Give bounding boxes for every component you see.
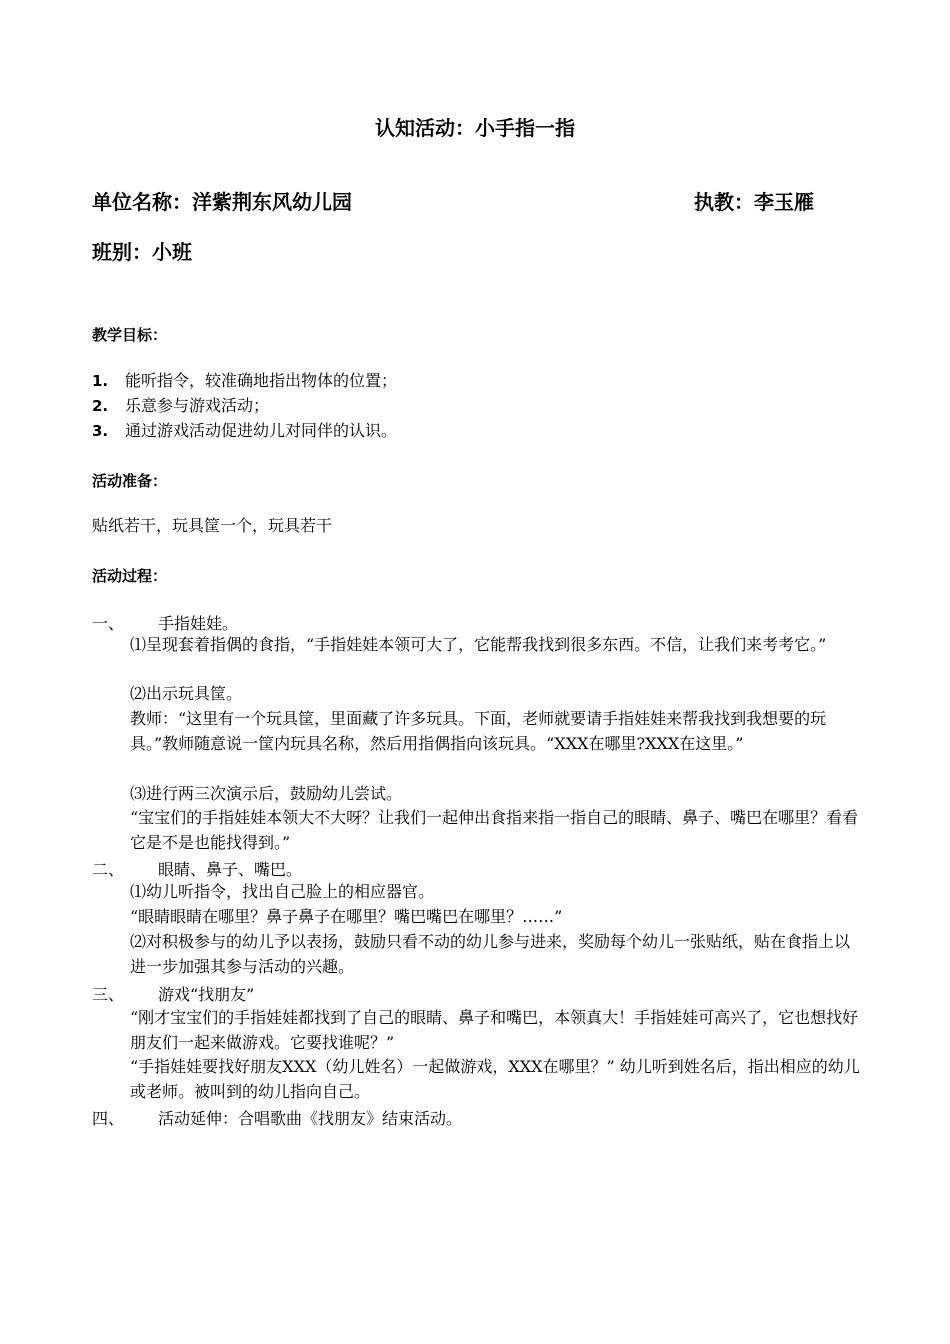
section-paragraph: ⑴幼儿听指令，找出自己脸上的相应器官。 [130,882,435,901]
goals-heading: 教学目标： [92,326,168,344]
section-paragraph: “宝宝们的手指娃娃本领大不大呀？让我们一起伸出食指来指一指自己的眼睛、鼻子、嘴巴在哪里？看看它是不是也能找得到。” [130,808,859,852]
goal-number: 2. [92,397,109,415]
section-paragraph: ⑵对积极参与的幼儿予以表扬，鼓励只看不动的幼儿参与进来，奖励每个幼儿一张贴纸，贴在食指上以进一步加强其参与活动的兴趣。 [130,932,851,976]
section-number: 一、 [92,614,125,633]
section-title: 游戏“找朋友” [158,985,255,1004]
section-title: 眼睛、鼻子、嘴巴。 [158,860,303,879]
section-paragraph: “刚才宝宝们的手指娃娃都找到了自己的眼睛、鼻子和嘴巴，本领真大！手指娃娃可高兴了，它也想找好朋友们一起来做游戏。它要找谁呢？” [130,1008,859,1052]
prep-heading: 活动准备： [92,472,168,490]
section-paragraph: ⑴呈现套着指偶的食指，“手指娃娃本领可大了，它能帮我找到很多东西。不信，让我们来考考它。” [130,635,827,654]
section-number: 四、 [92,1109,125,1128]
section-title: 活动延伸：合唱歌曲《找朋友》结束活动。 [158,1109,463,1128]
section-paragraph: “手指娃娃要找好朋友XXX（幼儿姓名）一起做游戏，XXX在哪里？” 幼儿听到姓名后，指出相应的幼儿或老师。被叫到的幼儿指向自己。 [130,1057,860,1101]
unit-name: 单位名称：洋紫荆东风幼儿园 [92,190,352,214]
page-title: 认知活动：小手指一指 [375,116,575,140]
class-name: 班别：小班 [92,240,192,264]
goal-number: 1. [92,372,109,390]
section-paragraph: 教师：“这里有一个玩具筐，里面藏了许多玩具。下面，老师就要请手指娃娃来帮我找到我想要的玩具。”教师随意说一筐内玩具名称，然后用指偶指向该玩具。“XXX在哪里?XXX在这里。” [130,709,827,753]
goal-text: 能听指令，较准确地指出物体的位置； [125,371,398,390]
section-number: 二、 [92,860,125,879]
goal-number: 3. [92,422,109,440]
section-title: 手指娃娃。 [158,614,239,633]
section-paragraph: ⑶进行两三次演示后，鼓励幼儿尝试。 [130,784,403,803]
section-paragraph: “眼睛眼睛在哪里？鼻子鼻子在哪里？嘴巴嘴巴在哪里？……” [130,907,563,926]
goal-text: 乐意参与游戏活动； [125,396,270,415]
goal-text: 通过游戏活动促进幼儿对同伴的认识。 [125,421,398,440]
section-paragraph: ⑵出示玩具筐。 [130,684,243,703]
section-number: 三、 [92,985,125,1004]
teacher-name: 执教：李玉雁 [694,190,814,214]
prep-text: 贴纸若干，玩具筐一个，玩具若干 [92,516,333,535]
process-heading: 活动过程： [92,567,168,585]
